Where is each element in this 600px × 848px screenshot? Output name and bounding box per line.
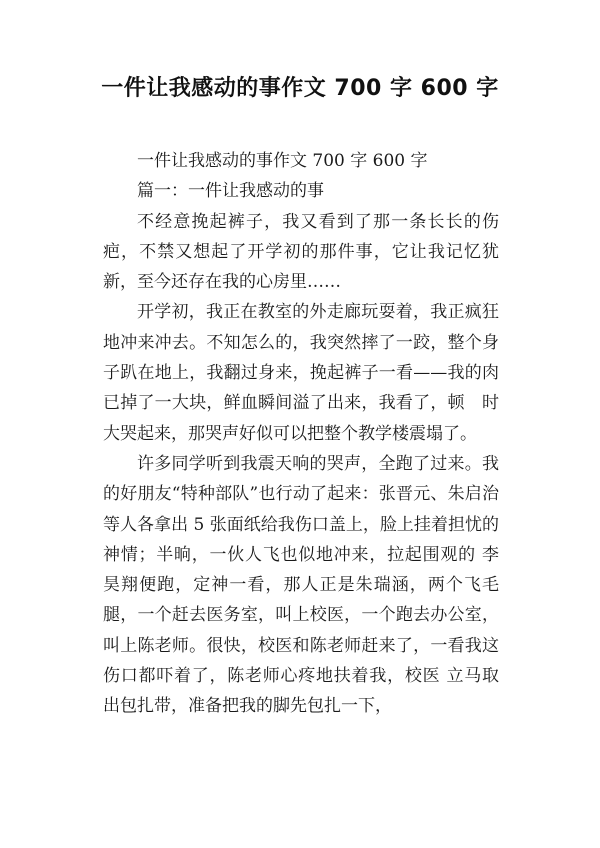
document-body	[103, 146, 499, 722]
paragraph: 不经意挽起裤子，我又看到了那一条长长的伤疤，不禁又想起了开学初的那件事，它让我记忆犹新，至今还存在我的心房里……	[103, 211, 499, 293]
document-title: 一件让我感动的事作文 700 字 600 字	[101, 76, 499, 101]
paragraph-section-heading: 篇一：一件让我感动的事	[137, 181, 324, 202]
paragraph: 开学初，我正在教室的外走廊玩耍着，我正疯狂地冲来冲去。不知怎么的，我突然摔了一跤，整个身子趴在地上，我翻过身来，挽起裤子一看——我的肉已掉了一大块，鲜血瞬间溢了出来，我看了，顿 时大哭起来，那哭声好似可以把整个教学楼震塌了。	[103, 302, 499, 444]
paragraph: 许多同学听到我震天响的哭声，全跑了过来。我的好朋友“特种部队”也行动了起来：张晋元、朱启治等人各拿出 5 张面纸给我伤口盖上，脸上挂着担忧的神情；半晌，一伙人飞也似地冲来，拉起围观的 李昊翔便跑，定神一看，那人正是朱瑞涵，两个飞毛腿，一个赶去医务室，叫上校医，一个跑去办公室，叫上陈老师。很快，校医和陈老师赶来了，一看我这伤口都吓着了，陈老师心疼地扶着我，校医 立马取出包扎带，准备把我的脚先包扎一下，	[103, 453, 499, 717]
paragraph-subtitle: 一件让我感动的事作文 700 字 600 字	[137, 151, 428, 171]
